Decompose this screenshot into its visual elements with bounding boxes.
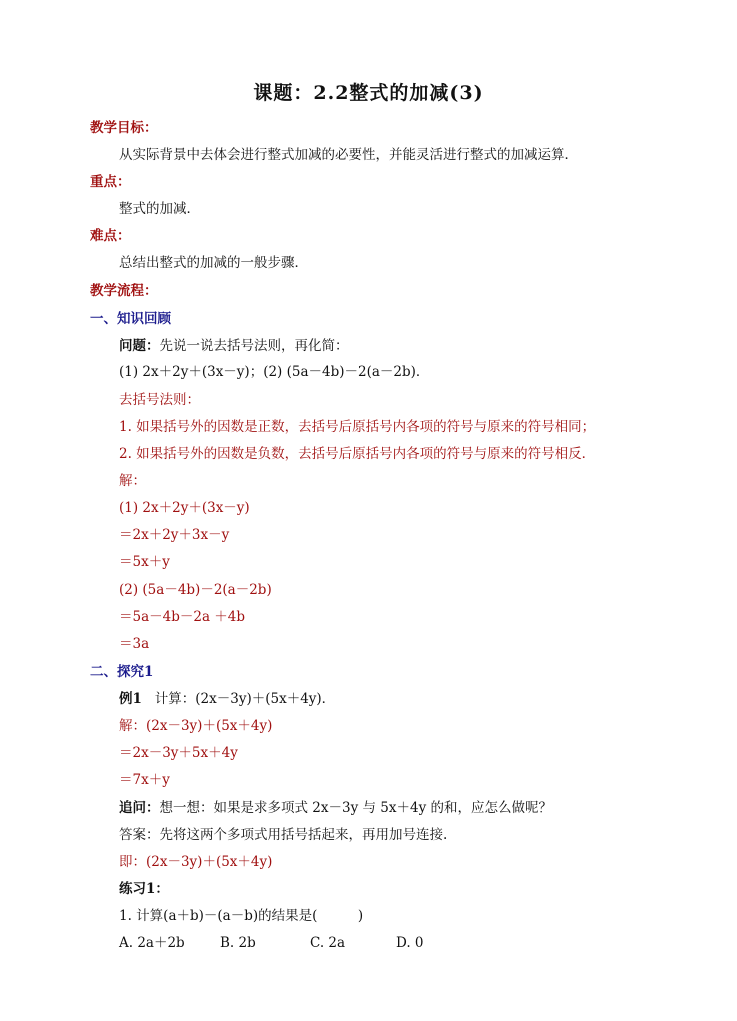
practice-question: 1. 计算(a＋b)－(a－b)的结果是( ) xyxy=(119,908,364,924)
example-solution-3: ＝7x＋y xyxy=(119,772,170,788)
rule-2: 2. 如果括号外的因数是负数，去括号后原括号内各项的符号与原来的符号相反． xyxy=(119,446,596,462)
key-points-text: 整式的加减． xyxy=(119,201,200,217)
rule-1: 1. 如果括号外的因数是正数，去括号后原括号内各项的符号与原来的符号相同； xyxy=(119,419,596,435)
followup-question xyxy=(119,799,552,817)
solution-label: 解： xyxy=(119,473,146,489)
process-label: 教学流程： xyxy=(90,283,158,299)
objectives-text: 从实际背景中去体会进行整式加减的必要性，并能灵活进行整式的加减运算． xyxy=(119,147,578,163)
solution-line: ＝3a xyxy=(119,636,150,652)
question-label: 问题： xyxy=(119,338,160,354)
practice-options xyxy=(119,934,424,952)
option-d[interactable]: D. 0 xyxy=(396,935,424,951)
example-1 xyxy=(119,690,335,708)
difficulties-text: 总结出整式的加减的一般步骤． xyxy=(119,255,308,271)
followup-label: 追问： xyxy=(119,800,160,816)
solution-line: (2) (5a－4b)－2(a－2b) xyxy=(119,582,272,598)
option-c[interactable]: C. 2a xyxy=(310,935,346,951)
review-problems: (1) 2x＋2y＋(3x－y)；(2) (5a－4b)－2(a－2b)． xyxy=(119,364,430,380)
example-solution-1: 解：(2x－3y)＋(5x＋4y) xyxy=(119,718,273,734)
solution-line: ＝2x＋2y＋3x－y xyxy=(119,527,230,543)
option-b[interactable]: B. 2b xyxy=(220,935,256,951)
review-question xyxy=(119,337,349,355)
followup-answer: 答案：先将这两个多项式用括号括起来，再用加号连接. xyxy=(119,827,448,843)
solution-line: ＝5x＋y xyxy=(119,554,170,570)
followup-text: 想一想：如果是求多项式 2x－3y 与 5x＋4y 的和，应怎么做呢？ xyxy=(159,800,553,816)
question-text: 先说一说去括号法则，再化简： xyxy=(159,338,349,354)
example-label: 例1 xyxy=(119,691,142,707)
example-solution-2: ＝2x－3y＋5x＋4y xyxy=(119,745,238,761)
option-a[interactable]: A. 2a＋2b xyxy=(119,935,185,951)
example-text: 计算：(2x－3y)＋(5x＋4y)． xyxy=(154,691,336,707)
key-points-label: 重点： xyxy=(90,174,131,190)
followup-answer-expr: 即：(2x－3y)＋(5x＋4y) xyxy=(119,854,273,870)
review-heading: 一、知识回顾 xyxy=(90,311,171,327)
rule-label: 去括号法则： xyxy=(119,392,200,408)
solution-line: (1) 2x＋2y＋(3x－y) xyxy=(119,500,250,516)
difficulties-label: 难点： xyxy=(90,228,131,244)
objectives-label: 教学目标： xyxy=(90,120,158,136)
practice-label: 练习1： xyxy=(119,881,169,897)
page-title: 课题：2.2整式的加减(3) xyxy=(253,82,484,104)
solution-line: ＝5a－4b－2a ＋4b xyxy=(119,609,246,625)
explore-heading: 二、探究1 xyxy=(90,664,154,680)
